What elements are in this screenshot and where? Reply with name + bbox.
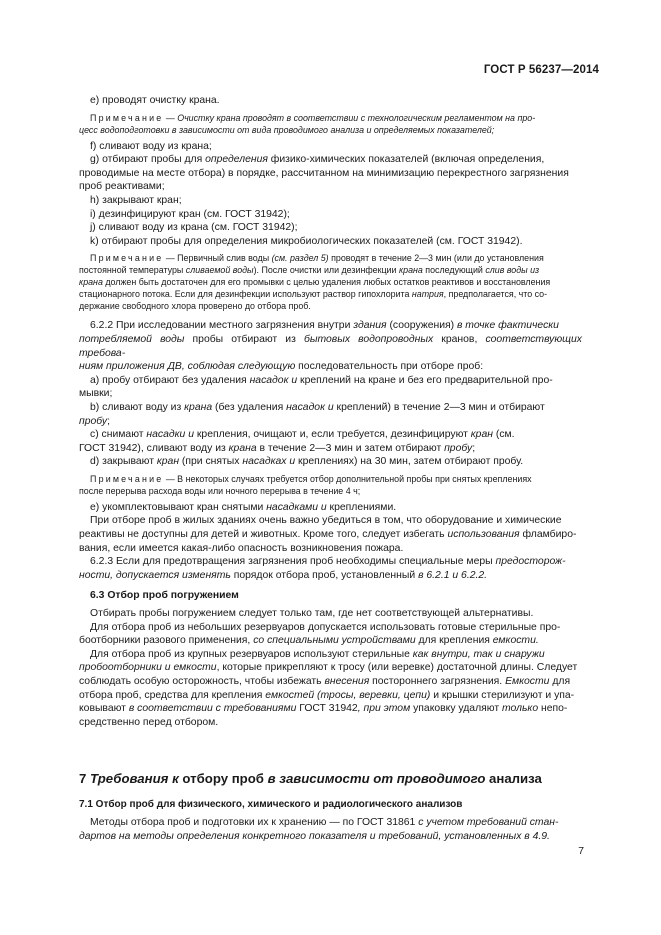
paragraph-6-2-3: 6.2.3 Если для предотвращения загрязнения проб необходимы специальные меры предосторож- ности, допускается изменять порядок отбора проб, установленный в 6.2.1 и 6.2.2. bbox=[79, 556, 566, 581]
list-item-k: k) отбирают пробы для определения микробиологических показателей (см. ГОСТ 31942). bbox=[90, 235, 523, 247]
list-item-e: е) проводят очистку крана. bbox=[90, 95, 220, 106]
note-3: Примечание — В некоторых случаях требуется отбор дополнительной пробы при снятых креплениях после перерыва расхода воды или ночного перерыва в течение 4 ч; bbox=[79, 473, 532, 496]
page-number: 7 bbox=[578, 846, 584, 857]
paragraph-6-3-a: Отбирать пробы погружением следует только там, где нет соответствующей альтернативы. bbox=[90, 608, 534, 620]
note-2: Примечание — Первичный слив воды (см. раздел 5) проводят в течение 2—3 мин (или до установления постоянной температуры сливаемой воды). После очистки или дезинфекции крана последующий слив воды из крана должен быть достаточен для его промывки с целью удаления любых остатков реактивов и восстановления стационарного потока. Если для дезинфекции используют раствор гипохлорита натрия, предполагается, что со- держание свободного хлора проверено до отбора проб. bbox=[79, 253, 551, 312]
paragraph-6-3-c: Для отбора проб из крупных резервуаров используют стерильные как внутри, так и снаружи пробоотборники и емкости, которые прикрепляют к тросу (или веревке) достаточной длины. Следует соблюдать особую осторожность, чтобы избежать внесения постороннего загрязнения. Емкости для отбора проб, средства для крепления емкостей (тросы, веревки, цепи) и крышки стерилизуют и упа- ковывают в соответствии с требованиями ГОСТ 31942, при этом упаковку удаляют только непо- средственно перед отбором. bbox=[79, 648, 578, 728]
section-heading-7-1: 7.1 Отбор проб для физического, химического и радиологического анализов bbox=[79, 799, 463, 811]
section-heading-7: 7 Требования к отбору проб в зависимости от проводимого анализа bbox=[79, 771, 542, 787]
note-label: Примечание bbox=[90, 112, 164, 123]
list-item-f: f) сливают воду из крана; bbox=[90, 140, 212, 152]
page-content bbox=[79, 94, 582, 843]
list-item-e2: е) укомплектовывают кран снятыми насадками и креплениями. bbox=[90, 501, 397, 513]
doc-header: ГОСТ Р 56237—2014 bbox=[483, 64, 599, 76]
list-item-j: j) сливают воду из крана (см. ГОСТ 31942); bbox=[90, 222, 298, 234]
paragraph-warning: При отборе проб в жилых зданиях очень важно убедиться в том, что оборудование и химические реактивы не доступны для детей и животных. Кроме того, следует избегать использования фламбиро- вания, если имеется какая-либо опасность возникновения пожара. bbox=[79, 515, 577, 554]
paragraph-7-1: Методы отбора проб и подготовки их к хранению — по ГОСТ 31861 с учетом требований стан- дартов на методы определения конкретного показателя и требований, установленных в 4.9. bbox=[79, 816, 559, 842]
section-heading-6-3: 6.3 Отбор проб погружением bbox=[90, 590, 239, 602]
note-1: Примечание — Очистку крана проводят в соответствии с технологическим регламентом на про- цесс водоподготовки в зависимости от вида проводимого анализа и определяемых показателей; bbox=[79, 112, 536, 135]
paragraph-6-3-b: Для отбора проб из небольших резервуаров допускается использовать готовые стерильные про- боотборники разового применения, со специальными устройствами для крепления емкости. bbox=[79, 621, 561, 647]
paragraph-6-2-2: 6.2.2 При исследовании местного загрязнения внутри здания (сооружения) в точке фактически потребляемой воды пробы отбирают из бытовых водопроводных кранов, соответствующих требова- ниям приложения ДВ, соблюдая следующую последовательность при отборе проб: bbox=[79, 320, 582, 373]
list-item-i: i) дезинфицируют кран (см. ГОСТ 31942); bbox=[90, 208, 290, 220]
list-item-g: g) отбирают пробы для определения физико-химических показателей (включая определения, проводимые на месте отбора) в порядке, рассчитанном на минимизацию перекрестного загрязнения проб реактивами; bbox=[79, 154, 569, 193]
list-item-h: h) закрывают кран; bbox=[90, 194, 182, 206]
list-a-d: а) пробу отбирают без удаления насадок и креплений на кране и без его предварительной про- мывки; b) сливают воду из крана (без удаления насадок и креплений) в течение 2—3 мин и отбирают пробу; с) снимают насадки и крепления, очищают и, если требуется, дезинфицируют кран (см. ГОСТ 31942), сливают воду из крана в течение 2—3 мин и затем отбирают пробу; d) закрывают кран (при снятых насадках и креплениях) на 30 мин, затем отбирают пробу. bbox=[79, 374, 553, 468]
